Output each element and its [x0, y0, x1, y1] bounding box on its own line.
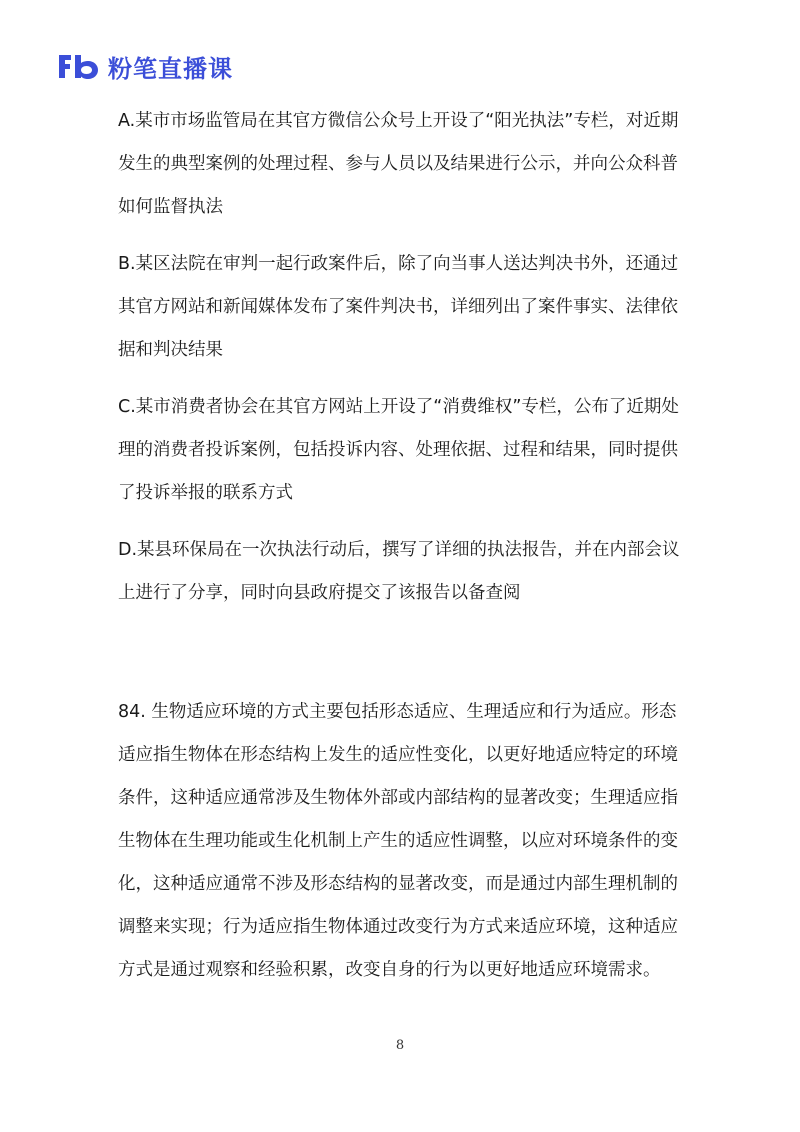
- page-content: [118, 100, 688, 992]
- option-d: D.某县环保局在一次执法行动后，撰写了详细的执法报告，并在内部会议上进行了分享，同时向县政府提交了该报告以备查阅: [118, 540, 680, 603]
- header: [56, 46, 233, 86]
- option-a: A.某市市场监管局在其官方微信公众号上开设了“阳光执法”专栏，对近期发生的典型案例的处理过程、参与人员以及结果进行公示，并向公众科普如何监督执法: [118, 111, 679, 217]
- fenbi-logo-icon: [56, 51, 102, 81]
- brand-name: 粉笔直播课: [108, 54, 233, 83]
- option-b: B.某区法院在审判一起行政案件后，除了向当事人送达判决书外，还通过其官方网站和新闻媒体发布了案件判决书，详细列出了案件事实、法律依据和判决结果: [118, 254, 679, 360]
- question-84-stem: 84. 生物适应环境的方式主要包括形态适应、生理适应和行为适应。形态适应指生物体在形态结构上发生的适应性变化，以更好地适应特定的环境条件，这种适应通常涉及生物体外部或内部结构的显著改变；生理适应指生物体在生理功能或生化机制上产生的适应性调整，以应对环境条件的变化，这种适应通常不涉及形态结构的显著改变，而是通过内部生理机制的调整来实现；行为适应指生物体通过改变行为方式来适应环境，这种适应方式是通过观察和经验积累，改变自身的行为以更好地适应环境需求。: [118, 702, 678, 980]
- option-c: C.某市消费者协会在其官方网站上开设了“消费维权”专栏，公布了近期处理的消费者投诉案例，包括投诉内容、处理依据、过程和结果，同时提供了投诉举报的联系方式: [118, 397, 679, 503]
- page-number: 8: [395, 1038, 405, 1053]
